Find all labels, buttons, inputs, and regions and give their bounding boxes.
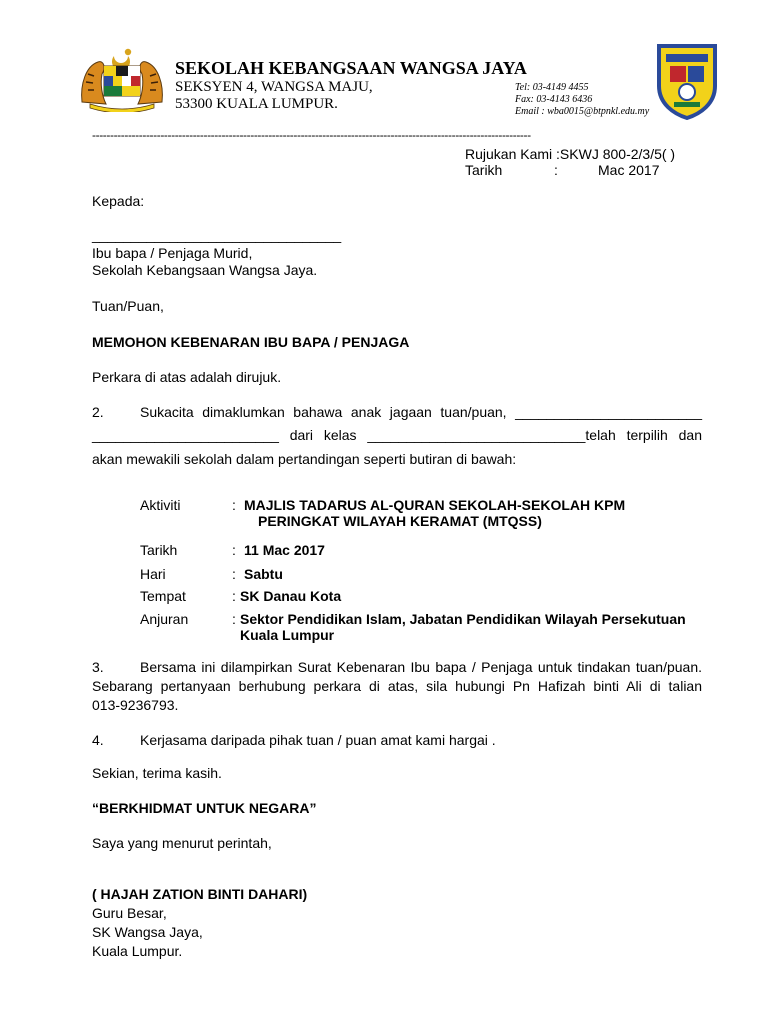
- tel-number: Tel: 03-4149 4455: [515, 82, 589, 93]
- salutation: Tuan/Puan,: [92, 298, 164, 314]
- email-address: Email : wba0015@btpnkl.edu.my: [515, 106, 650, 117]
- header-divider: --------------------------------------------------------------------------------------------------------------------------: [92, 128, 531, 142]
- signatory-name: ( HAJAH ZATION BINTI DAHARI): [92, 886, 308, 902]
- recipient-line-2: Sekolah Kebangsaan Wangsa Jaya.: [92, 262, 318, 278]
- detail-value-day: Sabtu: [244, 566, 283, 582]
- recipient-line-1: Ibu bapa / Penjaga Murid,: [92, 245, 253, 261]
- subject-heading: MEMOHON KEBENARAN IBU BAPA / PENJAGA: [92, 334, 410, 350]
- intro-text: Perkara di atas adalah dirujuk.: [92, 369, 282, 385]
- detail-label-activity: Aktiviti: [140, 497, 181, 513]
- para2-number: 2.: [92, 404, 104, 420]
- recipient-blank: ________________________________: [92, 227, 342, 243]
- motto: “BERKHIDMAT UNTUK NEGARA”: [92, 800, 317, 816]
- signatory-school: SK Wangsa Jaya,: [92, 924, 203, 940]
- detail-label-date: Tarikh: [140, 542, 178, 558]
- detail-colon-date: :: [232, 542, 236, 558]
- detail-value-activity-2: PERINGKAT WILAYAH KERAMAT (MTQSS): [258, 513, 542, 529]
- date-label: Tarikh: [465, 162, 503, 178]
- para2-line-3: akan mewakili sekolah dalam pertandingan seperti butiran di bawah:: [92, 451, 517, 467]
- date-colon: :: [554, 162, 558, 178]
- signatory-city: Kuala Lumpur.: [92, 943, 183, 959]
- detail-colon-activity: :: [232, 497, 236, 513]
- detail-value-venue: SK Danau Kota: [240, 588, 342, 604]
- address-line-1: SEKSYEN 4, WANGSA MAJU,: [175, 79, 373, 95]
- signatory-title: Guru Besar,: [92, 905, 167, 921]
- para2-line-1: Sukacita dimaklumkan bahawa anak jagaan tuan/puan, ________________________: [140, 404, 702, 420]
- para4-number: 4.: [92, 732, 104, 748]
- detail-label-day: Hari: [140, 566, 166, 582]
- detail-value-date: 11 Mac 2017: [244, 542, 325, 558]
- date-value: Mac 2017: [598, 162, 660, 178]
- detail-label-organizer: Anjuran: [140, 611, 189, 627]
- school-name: SEKOLAH KEBANGSAAN WANGSA JAYA: [175, 58, 527, 78]
- para2-line-2: ________________________ dari kelas ____________________________telah terpilih dan: [92, 427, 702, 443]
- detail-colon-venue: :: [232, 588, 236, 604]
- saya-text: Saya yang menurut perintah,: [92, 835, 272, 851]
- detail-colon-organizer: :: [232, 611, 236, 627]
- fax-number: Fax: 03-4143 6436: [515, 94, 593, 105]
- detail-label-venue: Tempat: [140, 588, 186, 604]
- school-crest-logo: [656, 42, 718, 120]
- detail-value-activity: MAJLIS TADARUS AL-QURAN SEKOLAH-SEKOLAH KPM: [244, 497, 626, 513]
- para4-text: Kerjasama daripada pihak tuan / puan amat kami hargai .: [140, 732, 496, 748]
- kepada-label: Kepada:: [92, 193, 145, 209]
- address-line-2: 53300 KUALA LUMPUR.: [175, 96, 338, 112]
- para3-line-3: 013-9236793.: [92, 697, 179, 713]
- detail-value-organizer-2: Kuala Lumpur: [240, 627, 335, 643]
- detail-colon-day: :: [232, 566, 236, 582]
- coat-of-arms-logo: [76, 44, 168, 112]
- para3-number: 3.: [92, 659, 104, 675]
- para3-line-1: Bersama ini dilampirkan Surat Kebenaran Ibu bapa / Penjaga untuk tindakan tuan/puan.: [140, 659, 702, 675]
- closing-text: Sekian, terima kasih.: [92, 765, 222, 781]
- detail-value-organizer: Sektor Pendidikan Islam, Jabatan Pendidikan Wilayah Persekutuan: [240, 611, 686, 627]
- para3-line-2: Sebarang pertanyaan berhubung perkara di atas, sila hubungi Pn Hafizah binti Ali di talian: [92, 678, 702, 694]
- reference-number: Rujukan Kami :SKWJ 800-2/3/5( ): [465, 146, 676, 162]
